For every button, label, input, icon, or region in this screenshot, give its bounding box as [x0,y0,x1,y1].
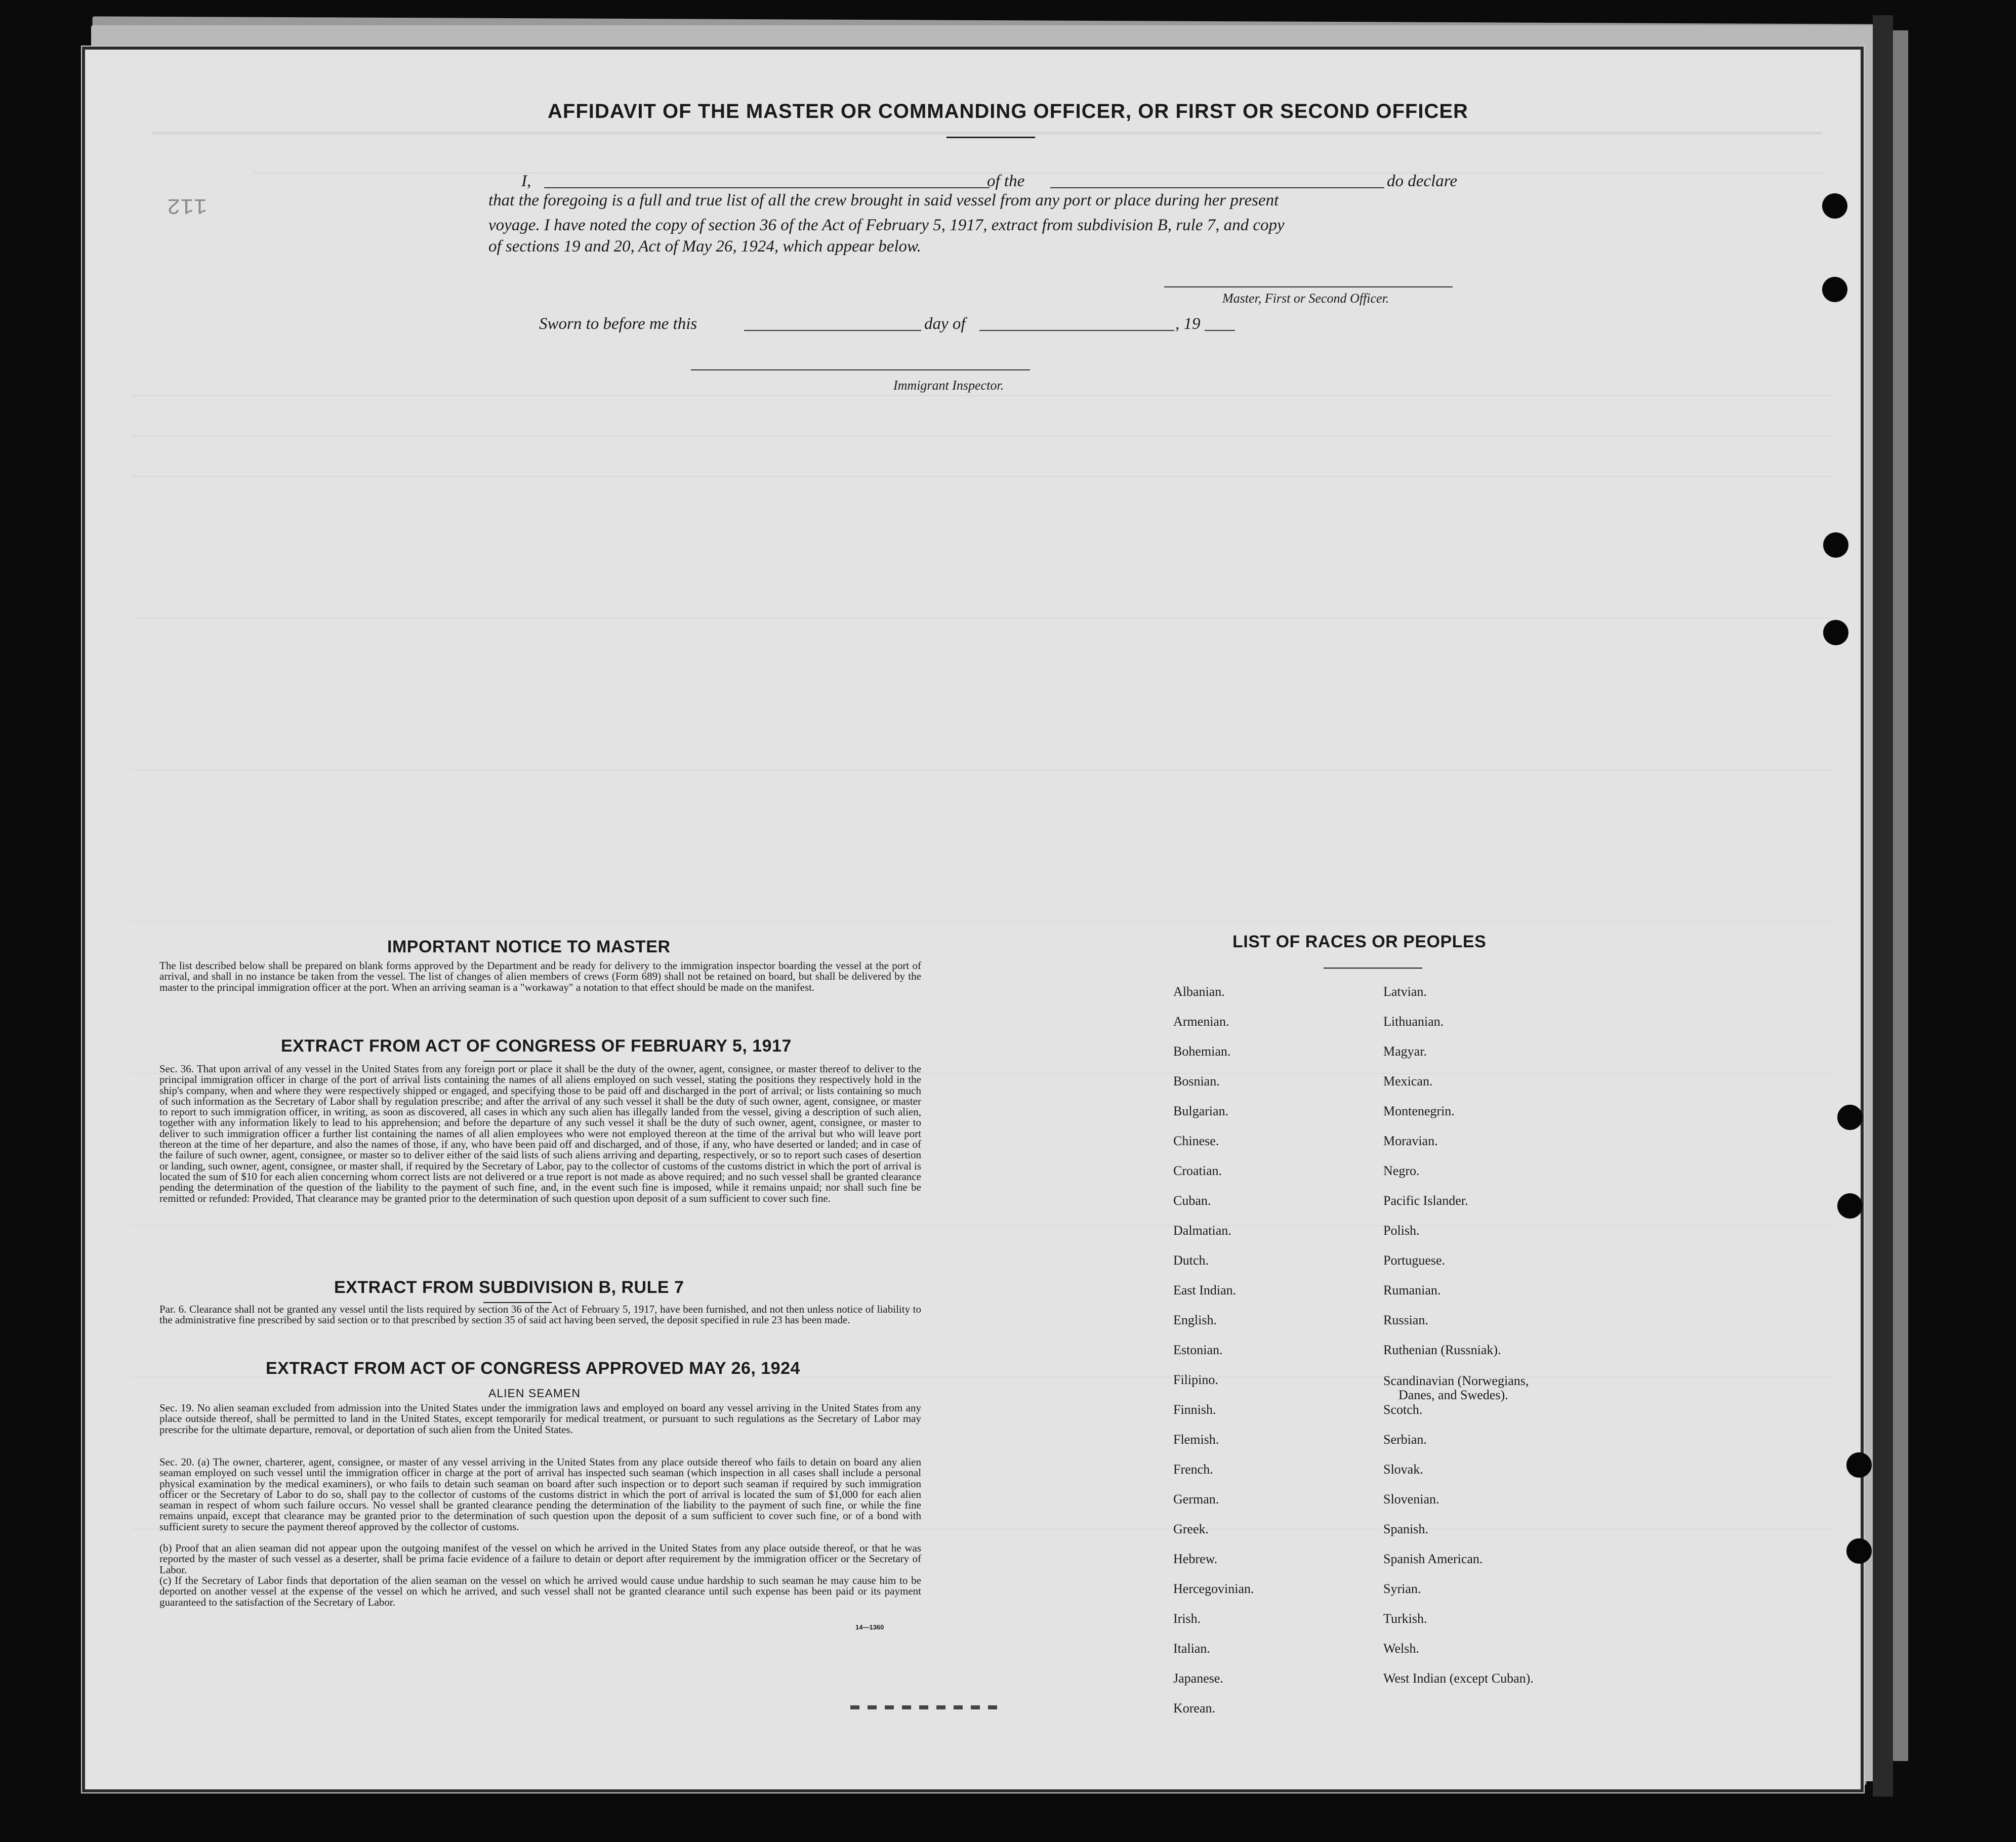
right-edge-paper [1893,30,1908,1761]
affidavit-of-the-label: of the [987,172,1025,190]
notice-title: IMPORTANT NOTICE TO MASTER [387,937,671,956]
race-item: Hebrew. [1173,1552,1218,1566]
race-item: Montenegrin. [1383,1104,1455,1118]
right-edge-strip [1873,15,1893,1796]
punch-hole [1823,620,1848,645]
race-item: Scandinavian (Norwegians, [1383,1373,1529,1388]
race-item: Bohemian. [1173,1044,1231,1059]
race-item: Estonian. [1173,1343,1223,1357]
extract-1924-sec19: Sec. 19. No alien seaman excluded from admission into the United States under the immigration laws and employed on board any vessel arriving in the United States from any place outside thereof, shall be permitted to land in the United States, except temporarily for medical treatment, or pursuant to such regulations as the Secretary of Labor may prescribe for the ultimate departure, removal, or deportation of such alien from the United States. [159,1402,921,1436]
stray-ink-mark [850,1705,997,1709]
race-item: Slovenian. [1383,1492,1439,1506]
race-item: Greek. [1173,1522,1209,1536]
race-item: West Indian (except Cuban). [1383,1671,1534,1686]
race-item: Cuban. [1173,1193,1211,1208]
punch-hole [1822,277,1847,302]
race-item: Albanian. [1173,984,1225,999]
race-item: English. [1173,1313,1217,1327]
race-item: Lithuanian. [1383,1014,1444,1029]
race-item: Scotch. [1383,1402,1423,1417]
inspector-label: Immigrant Inspector. [893,378,1004,393]
punch-hole [1823,532,1848,558]
race-item: Dutch. [1173,1253,1209,1268]
affidavit-text-line: voyage. I have noted the copy of section 36 of the Act of February 5, 1917, extract from subdivision B, rule 7, and copy [488,216,1285,234]
race-item: Ruthenian (Russniak). [1383,1343,1501,1357]
master-signature-field[interactable] [1164,286,1453,287]
punch-hole [1846,1538,1872,1564]
race-item: German. [1173,1492,1219,1506]
affidavit-title-rule [947,137,1035,138]
race-item: Slovak. [1383,1462,1423,1477]
race-item: Welsh. [1383,1641,1419,1656]
race-item: Rumanian. [1383,1283,1441,1297]
race-item: Irish. [1173,1611,1201,1626]
race-item: Bosnian. [1173,1074,1220,1089]
race-item: Syrian. [1383,1581,1421,1596]
extract-1917-rule [483,1061,552,1062]
race-item: Croatian. [1173,1163,1222,1178]
race-item: Russian. [1383,1313,1428,1327]
race-item: Magyar. [1383,1044,1427,1059]
inspector-signature-field[interactable] [691,369,1030,370]
rule7-body: Par. 6. Clearance shall not be granted any vessel until the lists required by section 36 of the Act of February 5, 1917, have been furnished, and not then unless notice of liability to the administrative fine prescribed by said section or to that prescribed by section 35 of said act having been served, the deposit specified in rule 23 has been made. [159,1303,921,1326]
race-item: Mexican. [1383,1074,1433,1089]
extract-1917-body: Sec. 36. That upon arrival of any vessel in the United States from any foreign port or place it shall be the duty of the owner, agent, consignee, or master thereof to deliver to the principal immigration officer in charge of the port of arrival lists containing the names of all aliens employed on such vessel, stating the positions they respectively hold in the ship's company, when and where they were respectively shipped or engaged, and specifying those to be paid off and discharged in the port of arrival; or lists containing so much of such information as the Secretary of Labor shall by regulation prescribe; and after the arrival of any such vessel it shall be the duty of such owner, agent, consignee, or master to report to such immigration officer, in writing, as soon as discovered, all cases in which any such alien has illegally landed from the vessel, giving a description of such alien, together with any information likely to lead to his apprehension; and before the departure of any such vessel it shall be the duty of such owner, agent, consignee, or master to deliver to such immigration officer a further list containing the names of all alien employees who were not employed thereon at the time of the arrival but who will leave port thereon at the time of her departure, and also the names of those, if any, who have been paid off and discharged, and of those, if any, who have deserted or landed; and in case of the failure of such owner, agent, consignee, or master so to deliver either of the said lists of such aliens arriving and departing, respectively, or so to report such cases of desertion or landing, such owner, agent, consignee, or master shall, if required by the Secretary of Labor, pay to the collector of customs of the customs district in which the port of arrival is located the sum of $10 for each alien concerning whom correct lists are not delivered or a true report is not made as above required; and no such vessel shall be granted clearance pending the determination of the question of the liability to the payment of such fine, and, in the event such fine is imposed, while it remains unpaid; nor shall such fine be remitted or refunded: Provided, That clearance may be granted prior to the determination of such question upon deposit of a sum sufficient to cover such fine. [159,1063,921,1204]
extract-1924-subtitle: ALIEN SEAMEN [488,1387,581,1400]
race-item: Moravian. [1383,1134,1438,1148]
affidavit-vessel-field[interactable] [1050,187,1384,188]
extract-1917-title: EXTRACT FROM ACT OF CONGRESS OF FEBRUARY 5, 1917 [281,1036,792,1056]
extract-1924-sec20c: (c) If the Secretary of Labor finds that deportation of the alien seaman on the vessel on which he arrived would cause undue hardship to such seaman he may cause him to be deported on another vessel at the expense of the vessel on which he arrived, and such vessel shall not be granted clearance until such expense has been paid or its payment guaranteed to the satisfaction of the Secretary of Labor. [159,1574,921,1608]
extract-1924-title: EXTRACT FROM ACT OF CONGRESS APPROVED MAY 26, 1924 [266,1359,800,1378]
sworn-year-label: , 19 [1175,315,1201,333]
race-item: Japanese. [1173,1671,1223,1686]
punch-hole [1837,1105,1863,1130]
sworn-year-field[interactable] [1205,330,1235,331]
sworn-day-field[interactable] [744,330,921,331]
races-title-rule [1324,968,1422,969]
race-item: East Indian. [1173,1283,1237,1297]
sworn-prefix: Sworn to before me this [539,315,697,333]
race-item: Armenian. [1173,1014,1229,1029]
margin-note: 112 [167,192,208,218]
affidavit-declare-label: do declare [1387,172,1457,190]
race-item: Portuguese. [1383,1253,1446,1268]
punch-hole [1837,1193,1863,1219]
race-item: Flemish. [1173,1432,1219,1447]
race-item: Turkish. [1383,1611,1427,1626]
race-item: Spanish. [1383,1522,1428,1536]
sworn-month-field[interactable] [979,330,1174,331]
race-item: Dalmatian. [1173,1223,1231,1238]
race-item: Italian. [1173,1641,1210,1656]
punch-hole [1822,193,1847,219]
races-title: LIST OF RACES OR PEOPLES [1232,932,1487,951]
sworn-day-of-label: day of [924,315,966,333]
rule7-title: EXTRACT FROM SUBDIVISION B, RULE 7 [334,1278,684,1297]
race-item: Korean. [1173,1701,1216,1715]
punch-hole [1846,1452,1872,1478]
affidavit-name-field[interactable] [544,187,990,188]
affidavit-text-line: of sections 19 and 20, Act of May 26, 1924, which appear below. [488,237,921,256]
race-item: Pacific Islander. [1383,1193,1468,1208]
race-item: Negro. [1383,1163,1420,1178]
race-item: Spanish American. [1383,1552,1483,1566]
notice-body: The list described below shall be prepared on blank forms approved by the Department and be ready for delivery to the immigration inspector boarding the vessel at the port of arrival, and shall in no instance be taken from the vessel. The list of changes of alien members of crews (Form 689) shall not be retained on board, but shall be delivered by the master to the principal immigration officer at the port. When an arriving seaman is a "workaway" a notation to that effect should be made on the manifest. [159,959,921,993]
extract-1924-sec20a: Sec. 20. (a) The owner, charterer, agent, consignee, or master of any vessel arriving in the United States from any place outside thereof who fails to detain on board any alien seaman employed on such vessel until the immigration officer in charge at the port of arrival has inspected such seaman (which inspection in all cases shall include a personal physical examination by the medical examiners), or who fails to detain such seaman on board after such inspection or to deport such seaman if required by such immigration officer or the Secretary of Labor to do so, shall pay to the collector of customs of the customs district in which the port of arrival is located the sum of $1,000 for each alien seaman in respect of whom such failure occurs. No vessel shall be granted clearance pending the determination of the liability to the payment of such fine, or while the fine remains unpaid, except that clearance may be granted prior to the determination of such question upon the deposit of a sum sufficient to cover such fine, or of a bond with sufficient surety to secure the payment thereof approved by the collector of customs. [159,1456,921,1533]
affidavit-i-label: I, [521,172,531,190]
race-item: Chinese. [1173,1134,1219,1148]
race-item: Serbian. [1383,1432,1427,1447]
extract-1924-sec20b: (b) Proof that an alien seaman did not appear upon the outgoing manifest of the vessel on which he arrived in the United States from any place outside thereof, or that he was reported by the master of such vessel as a deserter, shall be prima facie evidence of a failure to detain or deport after requirement by the immigration officer or the Secretary of Labor. [159,1542,921,1576]
affidavit-text-line: that the foregoing is a full and true list of all the crew brought in said vessel from any port or place during her present [488,191,1279,210]
race-item: Danes, and Swedes). [1398,1388,1508,1402]
race-item: Polish. [1383,1223,1420,1238]
race-item: Hercegovinian. [1173,1581,1254,1596]
race-item: Bulgarian. [1173,1104,1229,1118]
affidavit-title: AFFIDAVIT OF THE MASTER OR COMMANDING OFFICER, OR FIRST OR SECOND OFFICER [548,100,1468,122]
race-item: Finnish. [1173,1402,1216,1417]
race-item: Filipino. [1173,1372,1218,1387]
race-item: Latvian. [1383,984,1427,999]
form-number: 14—1360 [855,1623,884,1631]
race-item: French. [1173,1462,1213,1477]
master-signature-label: Master, First or Second Officer. [1222,291,1389,306]
